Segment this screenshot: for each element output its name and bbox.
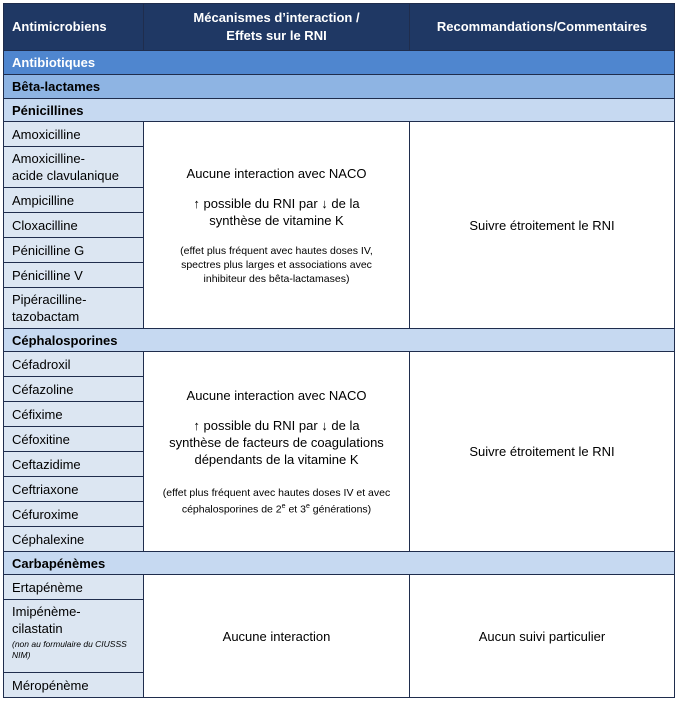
subcategory-beta-lactames: Bêta-lactames (4, 75, 675, 99)
category-row (4, 51, 675, 75)
drug-imi-l2: cilastatin (12, 621, 63, 636)
header-antimicrobiens: Antimicrobiens (4, 4, 144, 51)
drug-pip-tazo-l2: tazobactam (12, 309, 80, 324)
drug-ceftriaxone: Ceftriaxone (4, 477, 144, 502)
antimicrobial-interaction-table (3, 3, 675, 698)
group-title-cephalosporins: Céphalosporines (4, 329, 675, 352)
carbapenems-mechanism: Aucune interaction (144, 575, 410, 698)
group-title-penicillins: Pénicillines (4, 99, 675, 122)
drug-pip-tazo-l1: Pipéracilline- (12, 292, 87, 307)
table-row (4, 352, 675, 377)
penicillins-note-1: (effet plus fréquent avec hautes doses IV, (180, 244, 373, 257)
drug-amox-clav-l1: Amoxicilline- (12, 151, 85, 166)
ceph-mech-effect (152, 417, 401, 468)
table-row (4, 122, 675, 147)
header-mechanisms (144, 4, 410, 51)
penicillins-mech-line3: synthèse de vitamine K (209, 212, 344, 228)
ceph-mech-line2: ↑ possible du RNI par ↓ de la (193, 417, 360, 433)
drug-piperacilline-tazobactam (4, 288, 144, 329)
drug-cefuroxime: Céfuroxime (4, 502, 144, 527)
ceph-mech-line3: synthèse de facteurs de coagulations (169, 434, 384, 450)
drug-cefazoline: Céfazoline (4, 377, 144, 402)
drug-cephalexine: Céphalexine (4, 527, 144, 552)
group-title-carbapenems: Carbapénèmes (4, 552, 675, 575)
penicillins-mech-line2: ↑ possible du RNI par ↓ de la (193, 195, 360, 211)
ceph-mech-line4: dépendants de la vitamine K (194, 451, 359, 467)
subcategory-row (4, 75, 675, 99)
penicillins-mech-line1: Aucune interaction avec NACO (186, 165, 367, 181)
penicillins-mech-effect (152, 195, 401, 229)
drug-cefadroxil: Céfadroxil (4, 352, 144, 377)
drug-ampicilline: Ampicilline (4, 188, 144, 213)
cephalosporins-recommendation: Suivre étroitement le RNI (410, 352, 675, 552)
ceph-note-2c: générations) (309, 503, 372, 516)
penicillins-note-2: spectres plus larges et associations avec (181, 258, 372, 271)
drug-ceftazidime: Ceftazidime (4, 452, 144, 477)
category-antibiotiques: Antibiotiques (4, 51, 675, 75)
group-row-penicillins (4, 99, 675, 122)
penicillins-note-3: inhibiteur des bêta-lactamases) (203, 272, 350, 285)
table-row (4, 575, 675, 600)
drug-penicilline-v: Pénicilline V (4, 263, 144, 288)
ceph-note-2a: céphalosporines de 2 (181, 503, 282, 516)
drug-amoxicilline: Amoxicilline (4, 122, 144, 147)
header-mechanisms-line2: Effets sur le RNI (226, 28, 327, 43)
group-row-cephalosporins (4, 329, 675, 352)
table-header-row (4, 4, 675, 51)
drug-ertapeneme: Ertapénème (4, 575, 144, 600)
ceph-note-sup1: e (281, 502, 286, 510)
drug-imi-formulary-note: (non au formulaire du CIUSSS NIM) (12, 639, 127, 660)
ceph-note-sup2: e (305, 502, 310, 510)
drug-amoxicilline-clavulanique (4, 147, 144, 188)
drug-imipeneme-cilastatin (4, 600, 144, 673)
group-row-carbapenems (4, 552, 675, 575)
ceph-note-2b: et 3 (285, 503, 306, 516)
drug-amox-clav-l2: acide clavulanique (12, 168, 119, 183)
drug-penicilline-g: Pénicilline G (4, 238, 144, 263)
drug-imi-l1: Imipénème- (12, 604, 81, 619)
drug-cloxacilline: Cloxacilline (4, 213, 144, 238)
drug-cefoxitine: Céfoxitine (4, 427, 144, 452)
drug-meropeneme: Méropénème (4, 673, 144, 698)
penicillins-mechanism-cell (144, 122, 410, 329)
header-recommendations: Recommandations/Commentaires (410, 4, 675, 51)
ceph-note-1: (effet plus fréquent avec hautes doses IV et avec (162, 486, 391, 499)
ceph-mech-note (152, 486, 401, 517)
penicillins-recommendation: Suivre étroitement le RNI (410, 122, 675, 329)
cephalosporins-mechanism-cell (144, 352, 410, 552)
ceph-mech-line1: Aucune interaction avec NACO (186, 387, 367, 403)
header-mechanisms-line1: Mécanismes d’interaction / (193, 10, 360, 25)
carbapenems-recommendation: Aucun suivi particulier (410, 575, 675, 698)
drug-cefixime: Céfixime (4, 402, 144, 427)
penicillins-mech-note (152, 244, 401, 286)
